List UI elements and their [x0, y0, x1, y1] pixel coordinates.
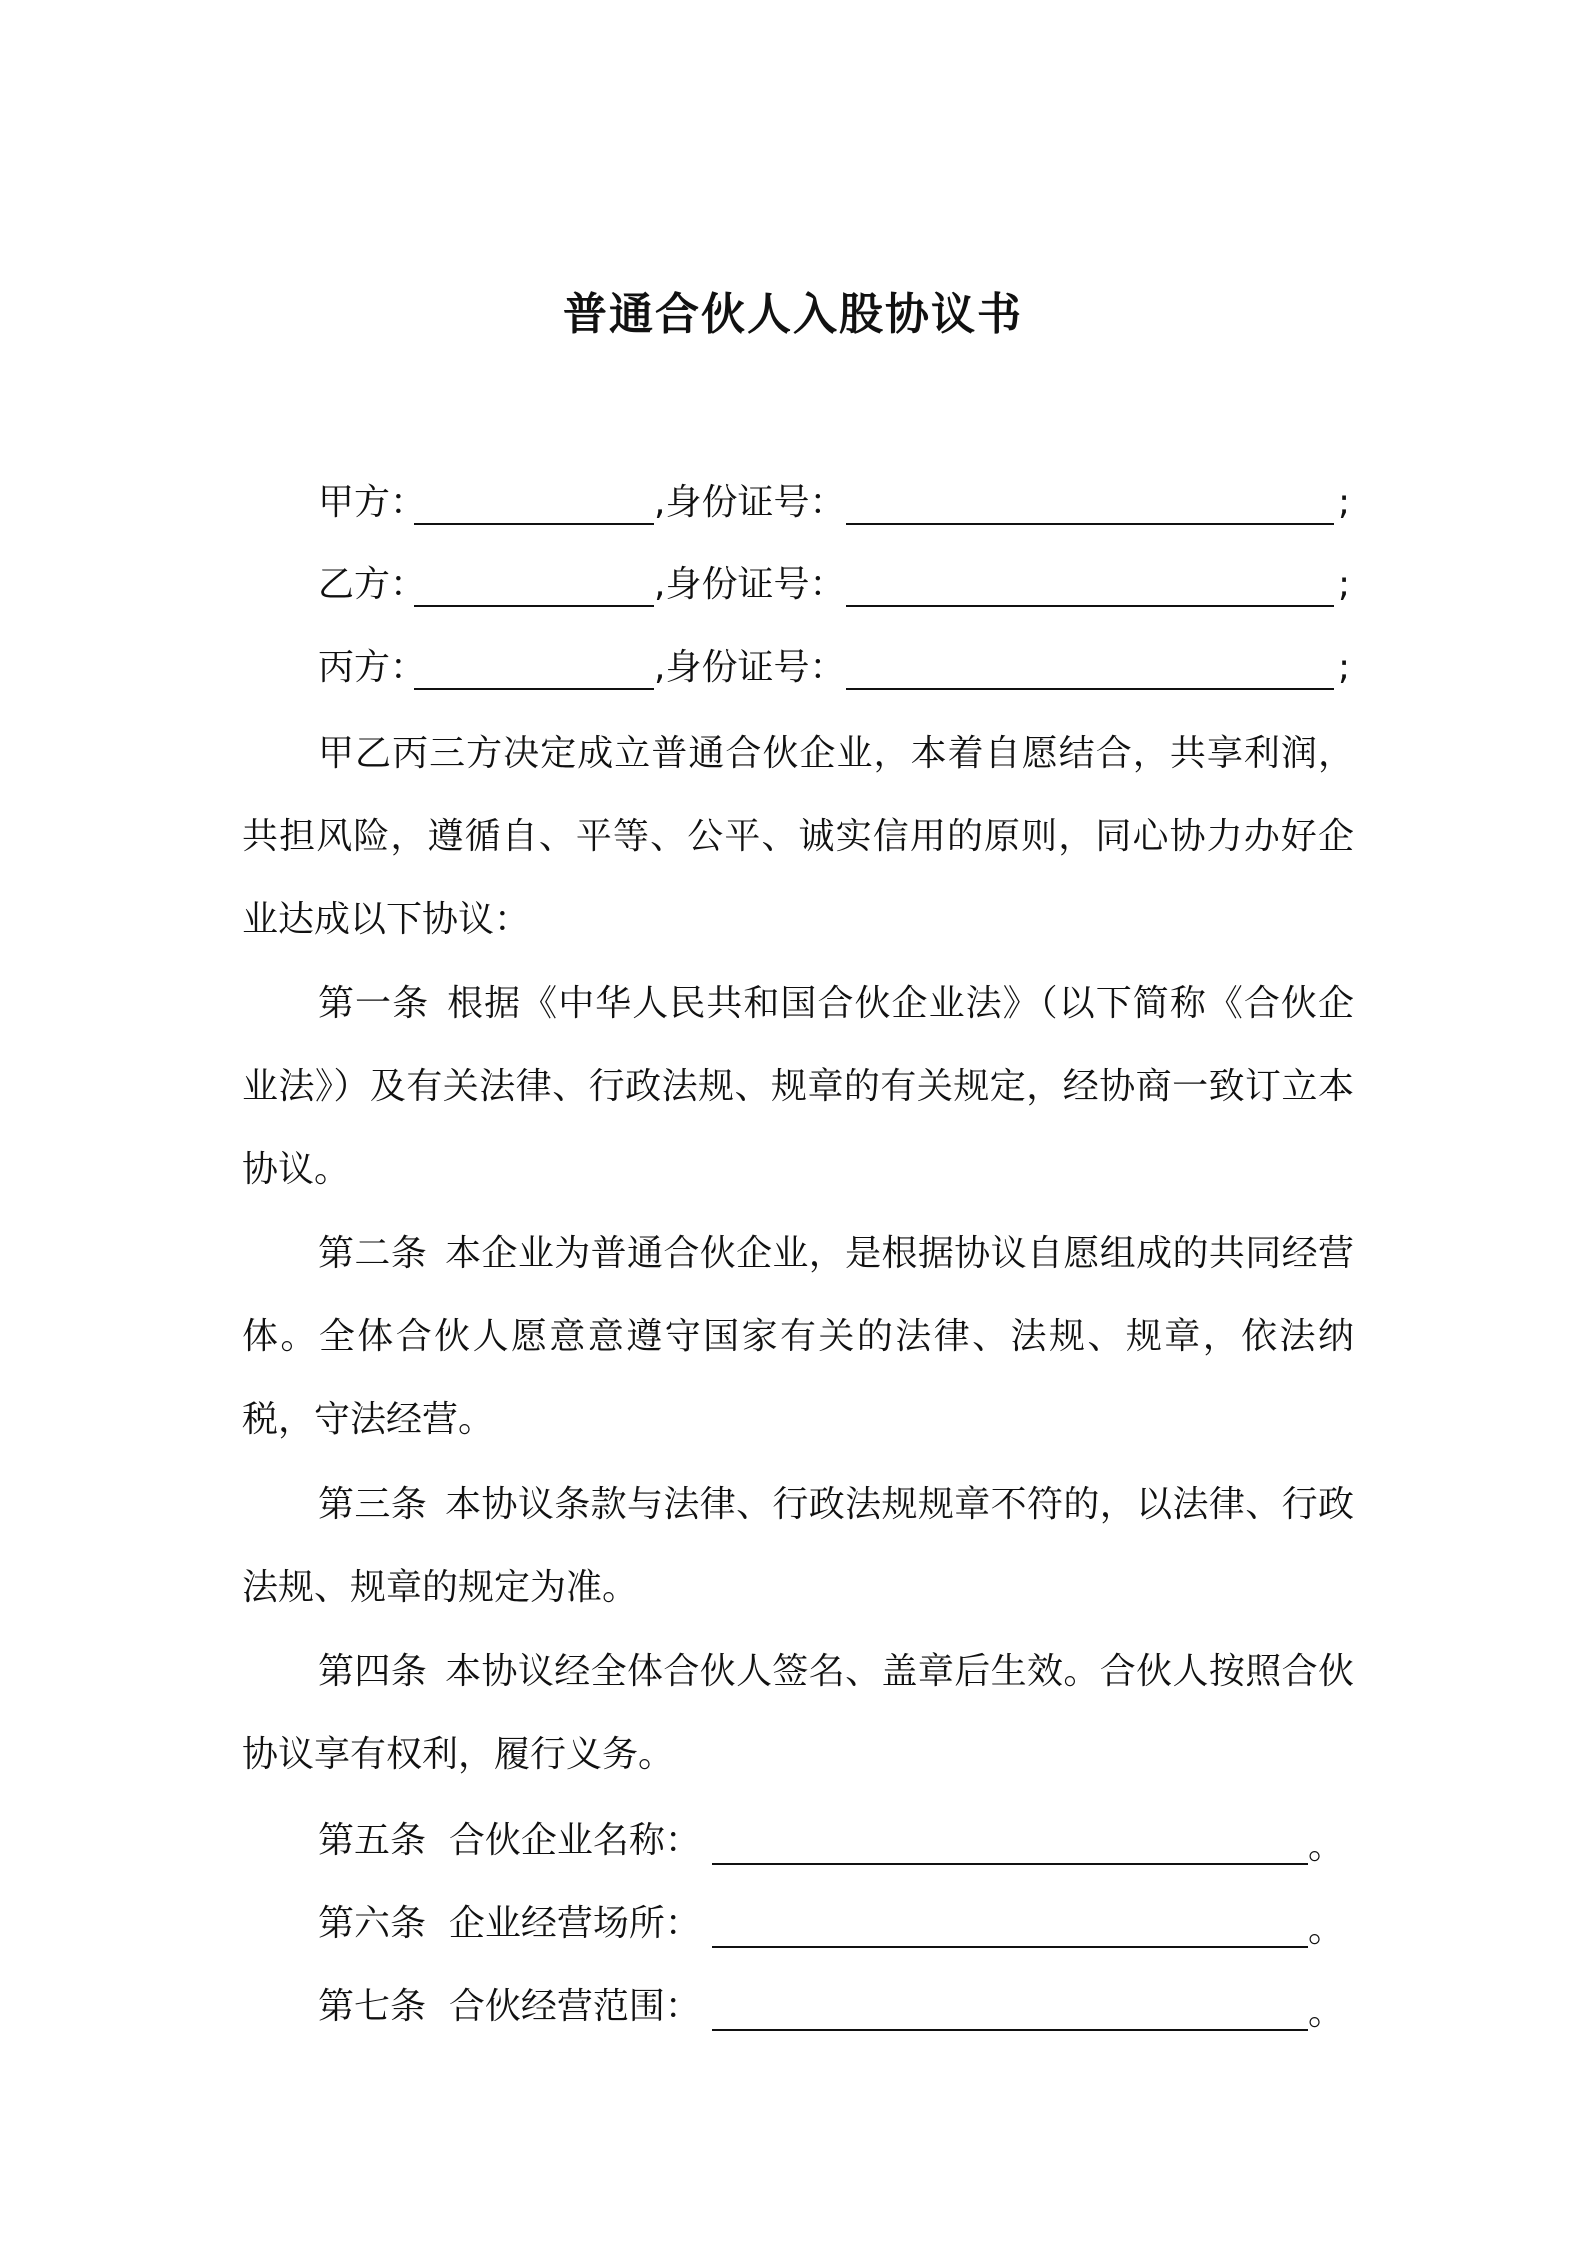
- id-number-blank-line: [846, 523, 1334, 525]
- id-number-blank-line: [846, 605, 1334, 607]
- article-number: 第三条: [318, 1484, 428, 1525]
- row-end-mark: 。: [1308, 1826, 1345, 1867]
- name-blank-line: [414, 688, 654, 690]
- id-number-label: ,身份证号：: [654, 564, 846, 605]
- article-number: 第五条: [318, 1820, 427, 1861]
- party-label: 丙方：: [318, 647, 427, 688]
- article-3: [242, 1463, 1354, 1629]
- article-text: 本协议条款与法律、行政法规规章不符的，以法律、行政法规、规章的规定为准。: [242, 1484, 1354, 1608]
- article-text: 本协议经全体合伙人签名、盖章后生效。合伙人按照合伙协议享有权利，履行义务。: [242, 1651, 1354, 1775]
- id-number-label: ,身份证号：: [654, 647, 846, 688]
- row-end-mark: ;: [1338, 647, 1351, 688]
- name-blank-line: [414, 523, 654, 525]
- article-number: 第六条: [318, 1903, 427, 1944]
- field-name: 合伙经营范围：: [448, 1986, 701, 2027]
- field-blank-line: [712, 1946, 1308, 1948]
- article-number: 第一条: [318, 983, 430, 1024]
- party-label: 乙方：: [318, 564, 427, 605]
- field-name: 合伙企业名称：: [448, 1820, 701, 1861]
- field-blank-line: [712, 1863, 1308, 1865]
- article-number: 第二条: [318, 1233, 428, 1274]
- field-label: [318, 1811, 701, 1871]
- row-end-mark: ;: [1338, 564, 1351, 605]
- field-blank-line: [712, 2029, 1308, 2031]
- id-number-blank-line: [846, 688, 1334, 690]
- name-blank-line: [414, 605, 654, 607]
- article-2: [242, 1212, 1354, 1461]
- field-label: [318, 1977, 701, 2037]
- row-end-mark: 。: [1308, 1992, 1345, 2033]
- article-1: [242, 962, 1354, 1211]
- article-text: 根据《中华人民共和国合伙企业法》（以下简称《合伙企业法》）及有关法律、行政法规、规章的有关规定，经协商一致订立本协议。: [242, 983, 1354, 1190]
- field-name: 企业经营场所：: [448, 1903, 701, 1944]
- row-end-mark: 。: [1308, 1909, 1345, 1950]
- article-number: 第七条: [318, 1986, 427, 2027]
- document-title: 普通合伙人入股协议书: [563, 289, 1023, 340]
- intro-paragraph: 甲乙丙三方决定成立普通合伙企业，本着自愿结合，共享利润，共担风险，遵循自、平等、公平、诚实信用的原则，同心协力办好企业达成以下协议：: [242, 733, 1354, 940]
- article-number: 第四条: [318, 1651, 428, 1692]
- id-number-label: ,身份证号：: [654, 482, 846, 523]
- party-label: 甲方：: [318, 482, 427, 523]
- article-text: 本企业为普通合伙企业，是根据协议自愿组成的共同经营体。全体合伙人愿意意遵守国家有关的法律、法规、规章，依法纳税，守法经营。: [242, 1233, 1354, 1440]
- field-label: [318, 1894, 701, 1954]
- row-end-mark: ;: [1338, 482, 1351, 523]
- article-4: [242, 1630, 1354, 1796]
